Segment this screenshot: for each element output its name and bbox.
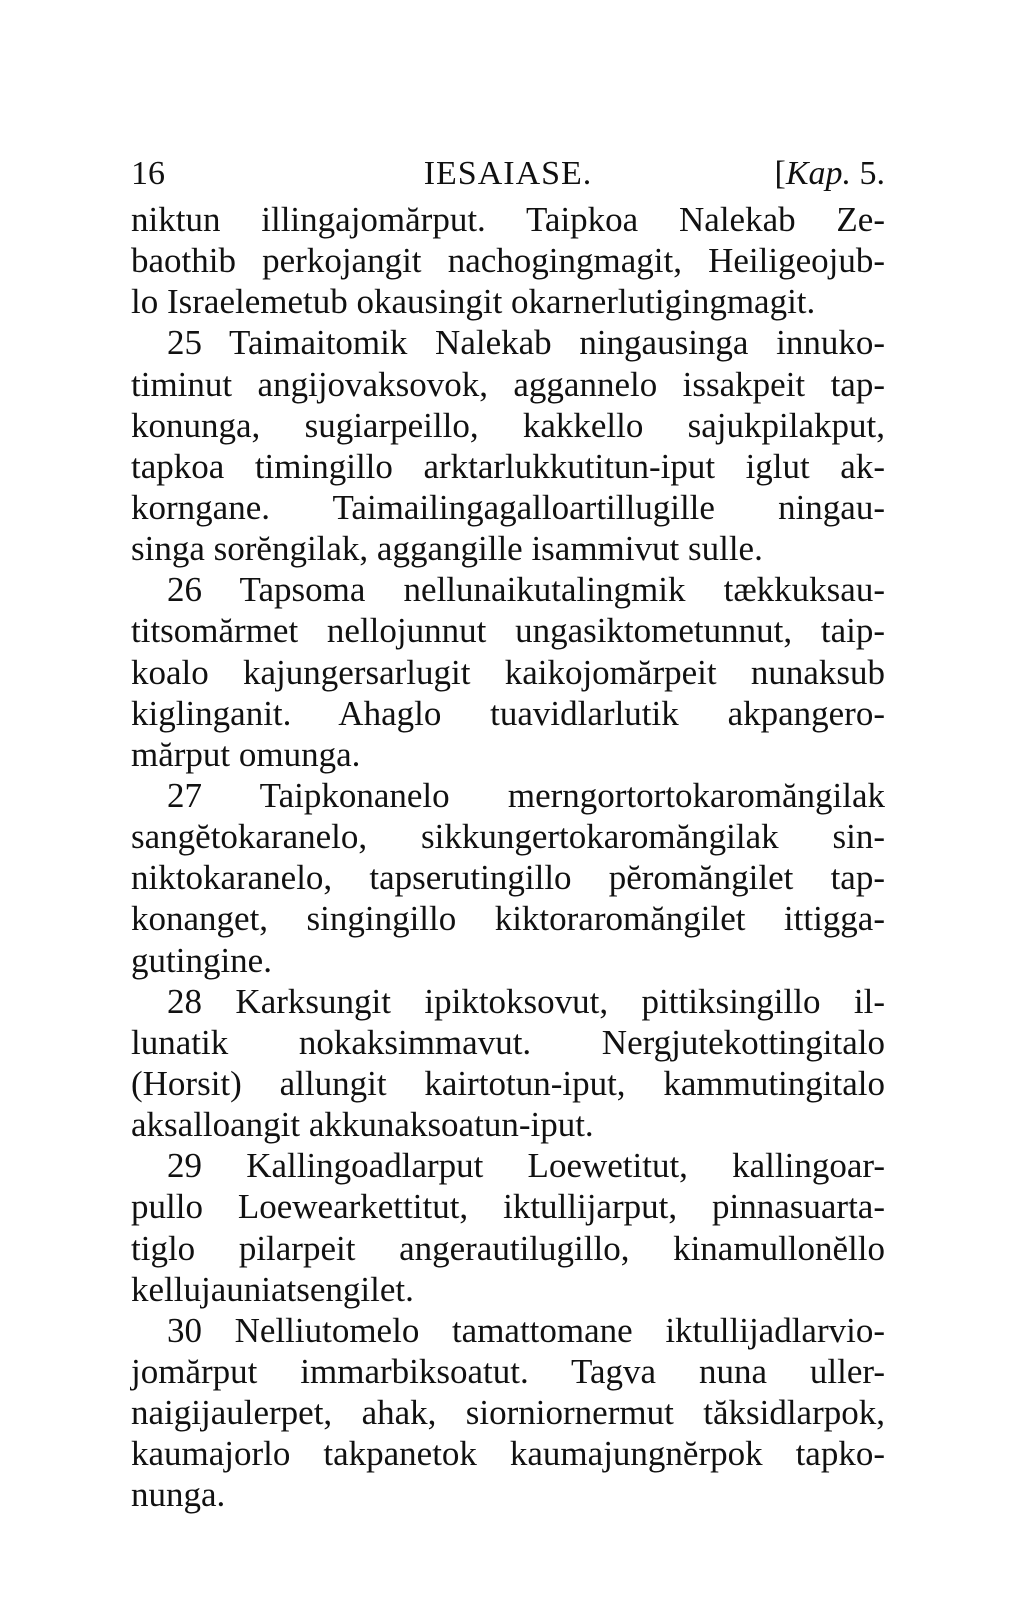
page-header [131, 152, 885, 196]
text-line: niktokaranelo, tapserutingillo pĕromăngilet tap- [131, 858, 885, 898]
body-text [131, 199, 885, 1516]
text-line: timinut angijovaksovok, aggannelo issakpeit tap- [131, 364, 885, 404]
page-number: 16 [131, 155, 165, 192]
text-line: aksalloangit akkunaksoatun-iput. [131, 1105, 594, 1145]
text-line: kellujauniatsengilet. [131, 1269, 414, 1309]
text-line: 25 Taimaitomik Nalekab ningausinga innuko- [167, 323, 885, 363]
text-line: kiglinganit. Ahaglo tuavidlarlutik akpangero- [131, 693, 885, 733]
chapter-number: 5. [851, 155, 885, 192]
text-line: 28 Karksungit ipiktoksovut, pittiksingillo il- [167, 981, 885, 1021]
text-line: baothib perkojangit nachogingmagit, Heiligeojub- [131, 241, 885, 281]
text-line: nunga. [131, 1475, 226, 1515]
text-line: konunga, sugiarpeillo, kakkello sajukpilakput, [131, 405, 885, 445]
text-line: tiglo pilarpeit angerautilugillo, kinamullonĕllo [131, 1228, 885, 1268]
text-line: sangĕtokaranelo, sikkungertokaromăngilak sin- [131, 817, 885, 857]
text-line: 29 Kallingoadlarput Loewetitut, kallingoar- [167, 1146, 885, 1186]
text-line: kaumajorlo takpanetok kaumajungnĕrpok tapko- [131, 1434, 885, 1474]
text-line: jomărput immarbiksoatut. Tagva nuna uller- [131, 1351, 885, 1391]
text-line: konanget, singingillo kiktoraromăngilet ittigga- [131, 899, 885, 939]
text-line: pullo Loewearkettitut, iktullijarput, pinnasuarta- [131, 1187, 885, 1227]
chapter-label: Kap. [785, 155, 851, 192]
text-line: singa sorĕngilak, aggangille isammivut sulle. [131, 529, 763, 569]
text-line: lo Israelemetub okausingit okarnerlutigingmagit. [131, 282, 816, 322]
text-line: 26 Tapsoma nellunaikutalingmik tækkuksau- [167, 570, 885, 610]
text-line: titsomărmet nellojunnut ungasiktometunnut, taip- [131, 611, 885, 651]
text-line: (Horsit) allungit kairtotun-iput, kammutingitalo [131, 1063, 885, 1103]
text-line: korngane. Taimailingagalloartillugille ningau- [131, 487, 885, 527]
text-line: tapkoa timingillo arktarlukkutitun-iput iglut ak- [131, 446, 885, 486]
text-line: koalo kajungersarlugit kaikojomărpeit nunaksub [131, 652, 885, 692]
chapter-reference [774, 152, 885, 196]
text-line: niktun illingajomărput. Taipkoa Nalekab Ze- [131, 200, 885, 239]
text-line: naigijaulerpet, ahak, siorniornermut tăksidlarpok, [131, 1393, 885, 1433]
text-line: 27 Taipkonanelo merngortortokaromăngilak [167, 775, 885, 815]
chapter-bracket: [ [774, 155, 786, 192]
text-line: 30 Nelliutomelo tamattomane iktullijadlarvio- [167, 1310, 885, 1350]
text-line: gutingine. [131, 940, 272, 980]
text-line: mărput omunga. [131, 734, 361, 774]
text-line: lunatik nokaksimmavut. Nergjutekottingitalo [131, 1022, 885, 1062]
running-title: IESAIASE. [423, 155, 593, 192]
